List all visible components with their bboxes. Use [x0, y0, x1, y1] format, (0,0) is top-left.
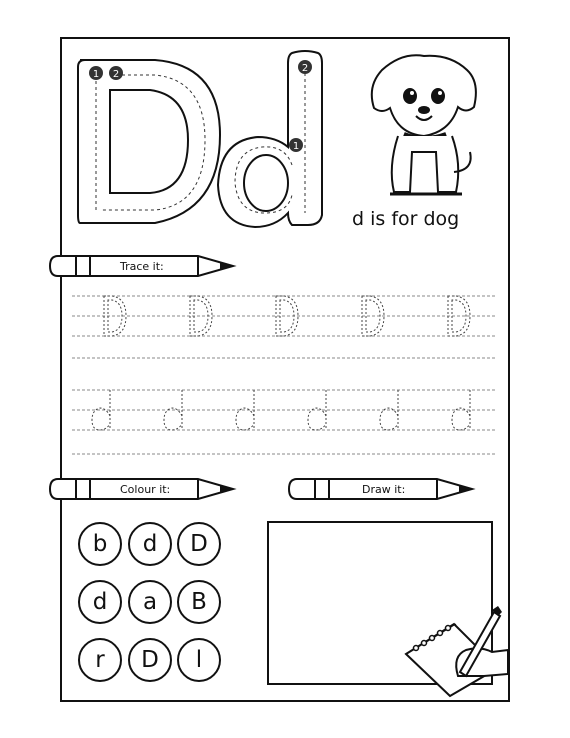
stroke-number-2: 2: [112, 69, 120, 80]
stroke-number-1: 1: [92, 69, 100, 80]
colour-circle[interactable]: D: [128, 638, 172, 682]
trace-lines: [72, 290, 500, 460]
colour-circle[interactable]: B: [177, 580, 221, 624]
notepad-pencil-hand-illustration: [400, 606, 512, 698]
dog-illustration: [362, 52, 487, 202]
colour-circle[interactable]: d: [128, 522, 172, 566]
colour-circle[interactable]: l: [177, 638, 221, 682]
trace-label: Trace it:: [120, 260, 164, 273]
colour-circle[interactable]: D: [177, 522, 221, 566]
letter-tracing-panel: [70, 45, 340, 235]
stroke-number-2b: 2: [301, 63, 309, 74]
colour-circle[interactable]: a: [128, 580, 172, 624]
caption: d is for dog: [352, 208, 460, 230]
draw-label: Draw it:: [362, 483, 406, 496]
colour-circle[interactable]: r: [78, 638, 122, 682]
colour-circle[interactable]: b: [78, 522, 122, 566]
colour-label: Colour it:: [120, 483, 171, 496]
stroke-number-1b: 1: [292, 141, 300, 152]
colour-circle[interactable]: d: [78, 580, 122, 624]
